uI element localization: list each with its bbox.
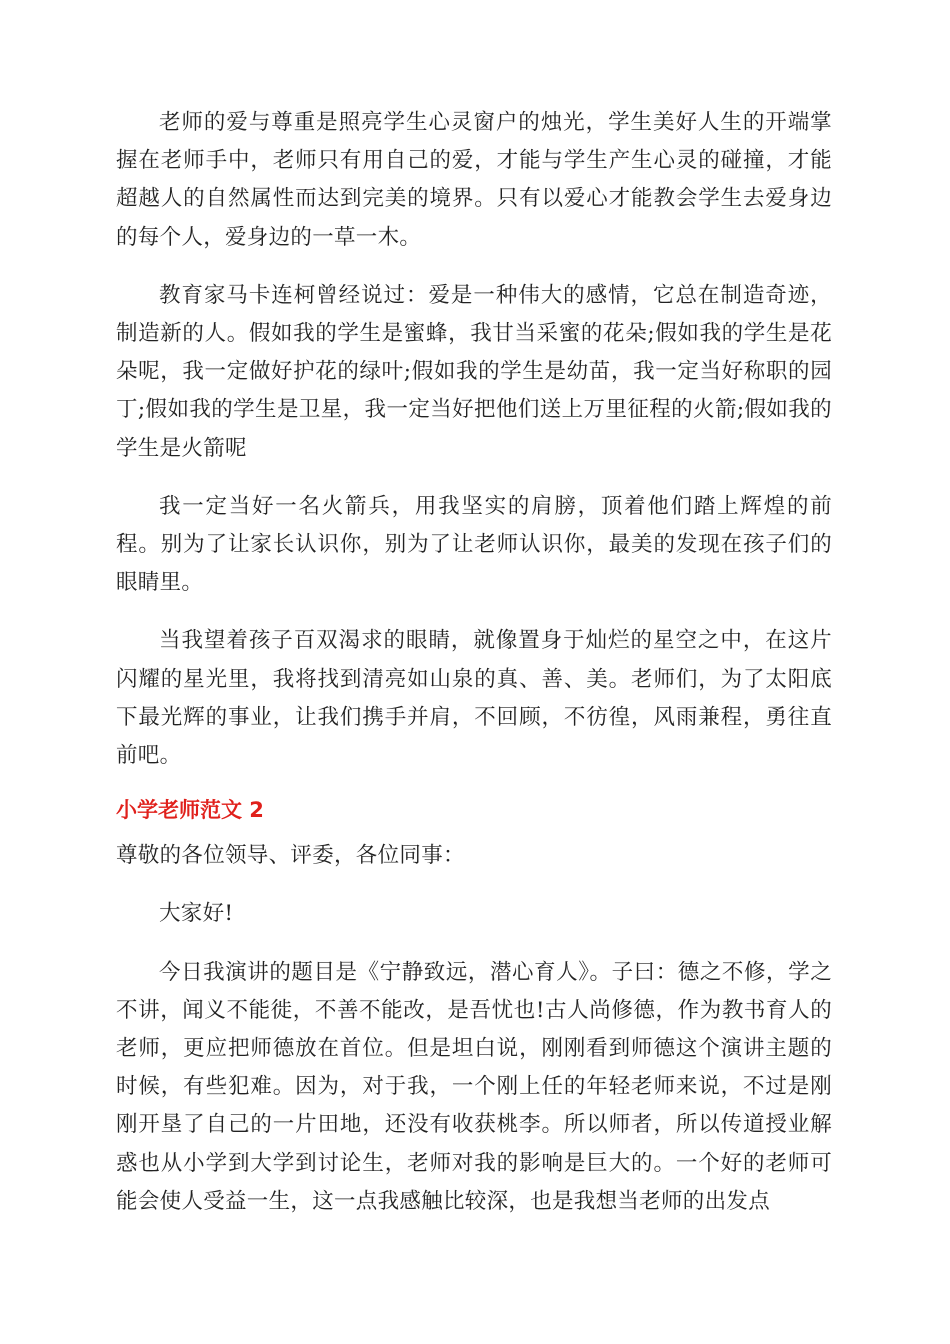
document-page bbox=[116, 104, 832, 1241]
body-paragraph-2: 教育家马卡连柯曾经说过：爱是一种伟大的感情，它总在制造奇迹，制造新的人。假如我的学生是蜜蜂，我甘当采蜜的花朵;假如我的学生是花朵呢，我一定做好护花的绿叶;假如我的学生是幼苗，我一定当好称职的园丁;假如我的学生是卫星，我一定当好把他们送上万里征程的火箭;假如我的学生是火箭呢 bbox=[116, 282, 832, 461]
greeting: 大家好! bbox=[159, 901, 234, 927]
section-heading: 小学老师范文 2 bbox=[116, 798, 264, 823]
body-paragraph-3: 我一定当好一名火箭兵，用我坚实的肩膀，顶着他们踏上辉煌的前程。别为了让家长认识你，别为了让老师认识你，最美的发现在孩子们的眼睛里。 bbox=[116, 493, 832, 596]
body-paragraph-1: 老师的爱与尊重是照亮学生心灵窗户的烛光，学生美好人生的开端掌握在老师手中，老师只有用自己的爱，才能与学生产生心灵的碰撞，才能超越人的自然属性而达到完美的境界。只有以爱心才能教会学生去爱身边的每个人，爱身边的一草一木。 bbox=[116, 110, 832, 250]
body-paragraph-5: 今日我演讲的题目是《宁静致远，潜心育人》。子曰：德之不修，学之不讲，闻义不能徙，不善不能改，是吾忧也!古人尚修德，作为教书育人的老师，更应把师德放在首位。但是坦白说，刚刚看到师德这个演讲主题的时候，有些犯难。因为，对于我，一个刚上任的年轻老师来说，不过是刚刚开垦了自己的一片田地，还没有收获桃李。所以师者，所以传道授业解惑也从小学到大学到讨论生，老师对我的影响是巨大的。一个好的老师可能会使人受益一生，这一点我感触比较深，也是我想当老师的出发点 bbox=[116, 959, 832, 1214]
body-paragraph-4: 当我望着孩子百双渴求的眼睛，就像置身于灿烂的星空之中，在这片闪耀的星光里，我将找到清亮如山泉的真、善、美。老师们，为了太阳底下最光辉的事业，让我们携手并肩，不回顾，不彷徨，风雨兼程，勇往直前吧。 bbox=[116, 628, 832, 769]
salutation: 尊敬的各位领导、评委，各位同事： bbox=[116, 843, 465, 869]
